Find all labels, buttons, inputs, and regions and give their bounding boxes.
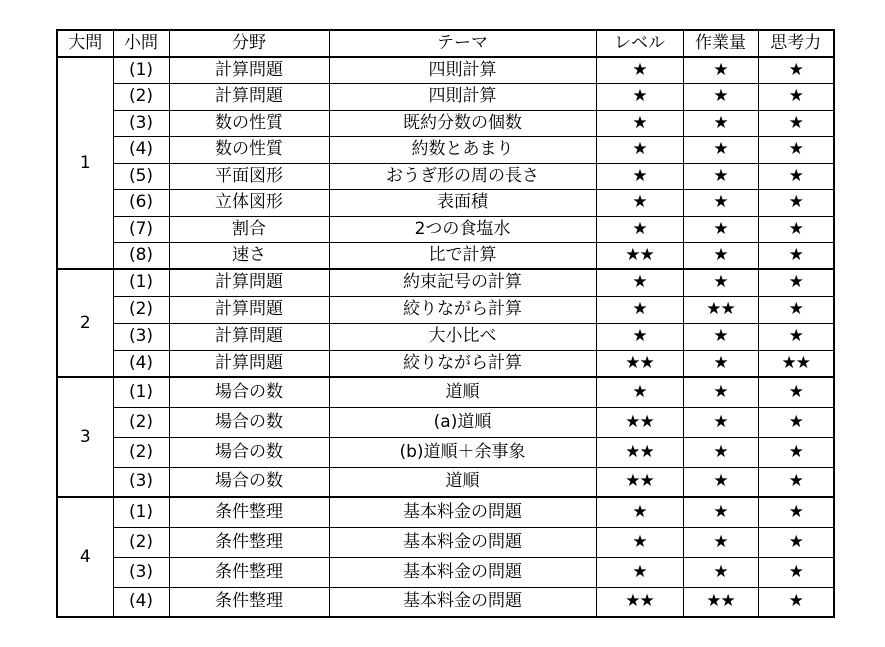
sub-question-cell: (4) [113, 587, 169, 617]
theme-cell: 道順 [329, 467, 596, 497]
work-stars: ★ [683, 557, 758, 587]
table-row [57, 350, 834, 377]
level-stars: ★ [596, 84, 683, 111]
thinking-stars: ★ [758, 216, 834, 243]
sub-question-cell: (3) [113, 467, 169, 497]
thinking-stars: ★ [758, 557, 834, 587]
work-stars: ★ [683, 84, 758, 111]
table-row [57, 557, 834, 587]
level-stars: ★ [596, 323, 683, 350]
thinking-stars: ★ [758, 269, 834, 296]
thinking-stars: ★ [758, 497, 834, 527]
thinking-stars: ★ [758, 377, 834, 407]
table-row [57, 377, 834, 407]
thinking-stars: ★ [758, 137, 834, 164]
theme-cell: 既約分数の個数 [329, 110, 596, 137]
field-cell: 数の性質 [169, 137, 329, 164]
table-row [57, 587, 834, 617]
work-stars: ★ [683, 269, 758, 296]
thinking-stars: ★ [758, 407, 834, 437]
header-shomon: 小問 [113, 30, 169, 57]
sub-question-cell: (2) [113, 527, 169, 557]
table-row [57, 269, 834, 296]
header-row [57, 30, 834, 57]
work-stars: ★ [683, 137, 758, 164]
level-stars: ★★ [596, 437, 683, 467]
theme-cell: 四則計算 [329, 57, 596, 84]
work-stars: ★ [683, 57, 758, 84]
theme-cell: 比で計算 [329, 243, 596, 270]
work-stars: ★ [683, 190, 758, 217]
header-daimon: 大問 [57, 30, 113, 57]
theme-cell: 道順 [329, 377, 596, 407]
theme-cell: 基本料金の問題 [329, 587, 596, 617]
theme-cell: 2つの食塩水 [329, 216, 596, 243]
sub-question-cell: (5) [113, 163, 169, 190]
work-stars: ★ [683, 110, 758, 137]
sub-question-cell: (4) [113, 137, 169, 164]
sub-question-cell: (2) [113, 437, 169, 467]
work-stars: ★ [683, 407, 758, 437]
work-stars: ★ [683, 163, 758, 190]
work-stars: ★ [683, 323, 758, 350]
work-stars: ★ [683, 350, 758, 377]
field-cell: 計算問題 [169, 350, 329, 377]
analysis-table [56, 29, 835, 618]
thinking-stars: ★ [758, 467, 834, 497]
table-row [57, 163, 834, 190]
level-stars: ★★ [596, 350, 683, 377]
thinking-stars: ★ [758, 110, 834, 137]
work-stars: ★ [683, 497, 758, 527]
sub-question-cell: (2) [113, 84, 169, 111]
sub-question-cell: (8) [113, 243, 169, 270]
level-stars: ★ [596, 296, 683, 323]
field-cell: 場合の数 [169, 377, 329, 407]
table-row [57, 216, 834, 243]
theme-cell: 約数とあまり [329, 137, 596, 164]
sub-question-cell: (3) [113, 323, 169, 350]
thinking-stars: ★ [758, 243, 834, 270]
theme-cell: 大小比べ [329, 323, 596, 350]
thinking-stars: ★ [758, 437, 834, 467]
table-row [57, 323, 834, 350]
field-cell: 計算問題 [169, 84, 329, 111]
field-cell: 条件整理 [169, 527, 329, 557]
level-stars: ★ [596, 527, 683, 557]
thinking-stars: ★ [758, 587, 834, 617]
theme-cell: 約束記号の計算 [329, 269, 596, 296]
level-stars: ★ [596, 216, 683, 243]
thinking-stars: ★ [758, 57, 834, 84]
thinking-stars: ★ [758, 190, 834, 217]
level-stars: ★ [596, 163, 683, 190]
table-row [57, 137, 834, 164]
sub-question-cell: (1) [113, 57, 169, 84]
theme-cell: 基本料金の問題 [329, 497, 596, 527]
level-stars: ★ [596, 269, 683, 296]
work-stars: ★ [683, 243, 758, 270]
level-stars: ★ [596, 557, 683, 587]
field-cell: 計算問題 [169, 296, 329, 323]
thinking-stars: ★ [758, 296, 834, 323]
sub-question-cell: (2) [113, 407, 169, 437]
level-stars: ★ [596, 110, 683, 137]
field-cell: 平面図形 [169, 163, 329, 190]
header-level: レベル [596, 30, 683, 57]
daimon-cell: 3 [57, 377, 113, 497]
sub-question-cell: (1) [113, 377, 169, 407]
table-row [57, 110, 834, 137]
theme-cell: (b)道順＋余事象 [329, 437, 596, 467]
thinking-stars: ★ [758, 163, 834, 190]
work-stars: ★★ [683, 587, 758, 617]
thinking-stars: ★ [758, 323, 834, 350]
field-cell: 立体図形 [169, 190, 329, 217]
sub-question-cell: (1) [113, 497, 169, 527]
theme-cell: 基本料金の問題 [329, 557, 596, 587]
field-cell: 場合の数 [169, 467, 329, 497]
table-row [57, 84, 834, 111]
table-row [57, 243, 834, 270]
table-row [57, 296, 834, 323]
level-stars: ★ [596, 377, 683, 407]
field-cell: 数の性質 [169, 110, 329, 137]
daimon-cell: 1 [57, 57, 113, 269]
level-stars: ★ [596, 190, 683, 217]
theme-cell: 四則計算 [329, 84, 596, 111]
field-cell: 場合の数 [169, 437, 329, 467]
field-cell: 条件整理 [169, 557, 329, 587]
level-stars: ★★ [596, 243, 683, 270]
field-cell: 条件整理 [169, 587, 329, 617]
level-stars: ★ [596, 137, 683, 164]
sub-question-cell: (3) [113, 110, 169, 137]
field-cell: 計算問題 [169, 57, 329, 84]
sub-question-cell: (6) [113, 190, 169, 217]
level-stars: ★★ [596, 467, 683, 497]
theme-cell: 表面積 [329, 190, 596, 217]
level-stars: ★ [596, 57, 683, 84]
thinking-stars: ★ [758, 527, 834, 557]
field-cell: 計算問題 [169, 323, 329, 350]
theme-cell: (a)道順 [329, 407, 596, 437]
table-row [57, 57, 834, 84]
work-stars: ★★ [683, 296, 758, 323]
work-stars: ★ [683, 216, 758, 243]
theme-cell: 絞りながら計算 [329, 350, 596, 377]
daimon-cell: 2 [57, 269, 113, 377]
field-cell: 場合の数 [169, 407, 329, 437]
work-stars: ★ [683, 377, 758, 407]
thinking-stars: ★★ [758, 350, 834, 377]
header-work: 作業量 [683, 30, 758, 57]
theme-cell: 絞りながら計算 [329, 296, 596, 323]
sub-question-cell: (3) [113, 557, 169, 587]
level-stars: ★★ [596, 587, 683, 617]
header-thinking: 思考力 [758, 30, 834, 57]
header-field: 分野 [169, 30, 329, 57]
field-cell: 速さ [169, 243, 329, 270]
work-stars: ★ [683, 527, 758, 557]
table-row [57, 190, 834, 217]
table-row [57, 407, 834, 437]
theme-cell: おうぎ形の周の長さ [329, 163, 596, 190]
work-stars: ★ [683, 437, 758, 467]
header-theme: テーマ [329, 30, 596, 57]
sub-question-cell: (7) [113, 216, 169, 243]
thinking-stars: ★ [758, 84, 834, 111]
work-stars: ★ [683, 467, 758, 497]
table-row [57, 437, 834, 467]
sub-question-cell: (1) [113, 269, 169, 296]
field-cell: 計算問題 [169, 269, 329, 296]
level-stars: ★ [596, 497, 683, 527]
table-row [57, 467, 834, 497]
level-stars: ★★ [596, 407, 683, 437]
sub-question-cell: (4) [113, 350, 169, 377]
table-row [57, 527, 834, 557]
daimon-cell: 4 [57, 497, 113, 617]
table-row [57, 497, 834, 527]
field-cell: 条件整理 [169, 497, 329, 527]
field-cell: 割合 [169, 216, 329, 243]
theme-cell: 基本料金の問題 [329, 527, 596, 557]
sub-question-cell: (2) [113, 296, 169, 323]
